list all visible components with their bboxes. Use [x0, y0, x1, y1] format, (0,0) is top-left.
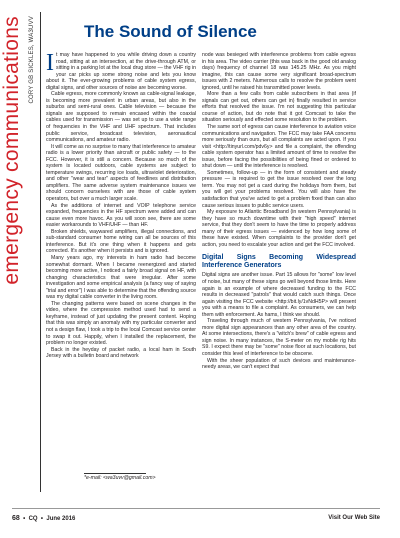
- vertical-divider: [40, 12, 41, 492]
- article-title: The Sound of Silence: [84, 22, 257, 41]
- article-column-1: [46, 52, 196, 360]
- drop-cap: I: [46, 50, 54, 76]
- author-byline: CORY GB SICKLES, WA3UVV: [29, 16, 35, 104]
- paragraph: The changing patterns were based on scene changes in the video, where the compression method used had to send a keyframe, instead of just updating the present content. Hoping that this was simply an anomaly with my particular converter and not a design flaw, I took a trip to the local Comcast service center to swap it out. Happily, when I installed the replacement, the problem no longer existed.: [46, 300, 196, 347]
- paragraph: Sometimes, follow-up — in the form of consistent and steady pressure — is required to get the issue resolved over the long term. You may not get a card during the holidays from them, but you will get your problems resolved. You will also have the satisfaction that you've acted to get a problem fixed than can also cause serious issues to public service users.: [202, 169, 356, 209]
- paragraph: With the sheer population of such devices and maintenance-needy areas, we can't expect that: [202, 357, 356, 371]
- page-footer: [12, 515, 380, 525]
- paragraph: As the additions of internet and VOIP telephone service expanded, frequencies in the HF spectrum were added and can cause even more havoc. As you will soon see, there are some easier workarounds to VHF/UHF — than HF.: [46, 202, 196, 229]
- website-callout: Visit Our Web Site: [328, 515, 380, 521]
- issue-date: June 2016: [46, 516, 76, 522]
- paragraph: Traveling through much of western Pennsylvania, I've noticed more digital sign appearances than any other area of the country. At some intersections, there's a "witch's brew" of cable egress and sign noise. In many instances, the S-meter on my mobile rig hits S9. I expect there may be "some" noise floor at such locations, but consider this level of interference to be obscene.: [202, 318, 356, 357]
- section-sidebar: [0, 0, 40, 500]
- footnote-divider: [84, 473, 146, 474]
- article-column-2: [202, 52, 356, 371]
- section-title: emergency communications: [0, 16, 23, 285]
- paragraph: It will come as no surprise to many that interference to amateur radio is a lower priority than aircraft or public safety — to the FCC. However, it is still a concern. Because so much of the system is located outdoors, cable systems are subject to temperature swings, recurring ice loads, ultraviolet deterioration, and other "wear and tear" aspects of feedlines and distribution amplifiers. The same adverse system maintenance issues we should concern ourselves with are those of cable system operators, but over a much larger scale.: [46, 143, 196, 203]
- page-number: 68: [12, 515, 20, 522]
- bullet-separator: •: [39, 516, 45, 522]
- paragraph: Many years ago, my interests in ham radio had become somewhat dormant. When I became reenergized and started becoming more active, I noticed a fairly broad signal on HF, with changing characteristics that were irregular. After some investigation and some empirical analysis (a fancy way of saying "trial and error") I was able to determine that the offending source was my digital cable converter in the living room.: [46, 254, 196, 301]
- paragraph: My exposure to Atlantic Broadband (in western Pennsylvania) is they have so much downtime with their "high speed" internet service, that they don't seem to have the time to properly address many of their egress issues — evidenced by how long some of these have existed. When complaints to the provider don't get action, you need to escalate your action and get the FCC involved.: [202, 209, 356, 248]
- paragraph: Digital signs are another issue. Part 15 allows for "some" low level of noise, but many of these signs go well beyond those limits. Here again is an example of where decreased funding to the FCC results in decreased "patrols" that would catch such things. Once again visiting the FCC website <http://bit.ly/1vNdH5P> will present you with a means to file a complaint. As consumers, we can help them with enforcement. As hams, I think we should.: [202, 272, 356, 318]
- section-subhead: Digital Signs Becoming Widespread Interference Generators: [202, 254, 356, 270]
- paragraph: It may have happened to you while driving down a country road, sitting at an intersection, at the drive-through ATM, or sitting in a parking lot at the local drug store — the VHF rig in your car picks up some strong noise and lets you know about it. The ever-growing problems of cable system egress, digital signs, and other sources of noise are becoming worse.: [46, 50, 196, 91]
- footer-divider: [12, 508, 380, 509]
- paragraph: More than a few calls from cable subscribers in that area (if signals can get out, others can get in) finally resulted in service efforts that resolved the issue. I'm not suggesting this particular course of action, but do note that it got Comcast to take the situation seriously and effected some resolution to the problem.: [202, 91, 356, 124]
- bullet-separator: •: [21, 516, 27, 522]
- paragraph: Broken shields, waywared amplifiers, illegal connections, and sub-standard consumer home wiring can all be sources of this interference. But it's one thing when it happens and gets corrected. It's another when it persists and is ignored.: [46, 228, 196, 255]
- magazine-name: CQ: [28, 516, 38, 522]
- author-email-footnote: *e-mail: <wa3uvv@gmail.com>: [84, 475, 156, 481]
- paragraph: The same sort of egress can cause interference to aviation voice communications and navigation. The FCC may take FAA concerns more seriously than ours, but all complaints are acted upon. If you visit <http://tinyurl.com/pdv6y> and file a complaint, the offending cable system operator has a limited amount of time to resolve the issue, before facing the possibilities of being fined or ordered to shut down — until the interference is resolved.: [202, 124, 356, 170]
- paragraph: Cable egress, more commonly known as cable-signal leakage, is becoming more prevalent in urban areas, but also in the suburbs and semi-rural ones. Cable television — because the signals are supposed to remain encased within the coaxial cables used for transmission — was set up to use a wide range of frequencies in the VHF and UHF spectrum. That includes public service, broadcast television, aeronautical communications, and amateur radio.: [46, 91, 196, 144]
- paragraph: node was besieged with interference problems from cable egress in his area. The video carrier (this was back in the good old analog days) frequency of channel 18 was 145.25 MHz. As you might imagine, this can cause some very significant broad-spectrum issues with 2 meters. Numerous calls to resolve the problem went ignored, until he raised his transmitted power levels.: [202, 52, 356, 91]
- paragraph: Back in the heyday of packet radio, a local ham in South Jersey with a bulletin board and network: [46, 346, 196, 360]
